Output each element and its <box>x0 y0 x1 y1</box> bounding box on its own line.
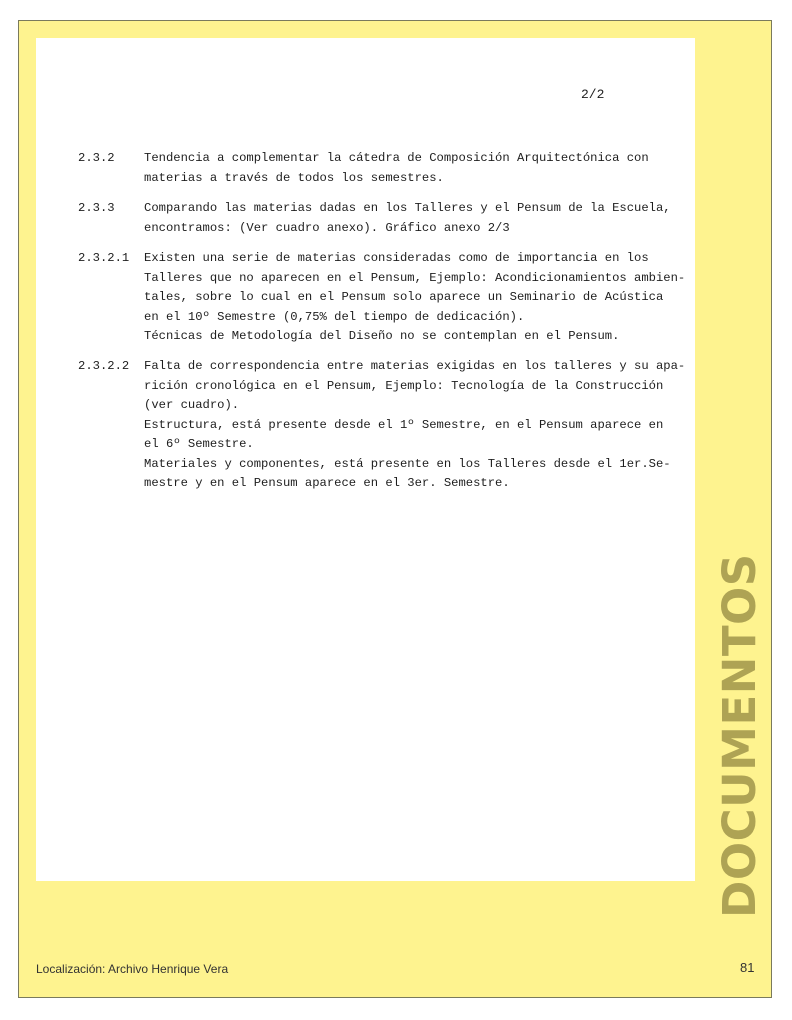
section-line: el 6º Semestre. <box>144 437 254 451</box>
section-number: 2.3.2.1 <box>78 251 130 265</box>
section-line: Tendencia a complementar la cátedra de Composición Arquitectónica con <box>144 151 649 165</box>
section-line: Falta de correspondencia entre materias exigidas en los talleres y su apa- <box>144 359 686 373</box>
section-number: 2.3.2.2 <box>78 359 130 373</box>
section-line: Estructura, está presente desde el 1º Semestre, en el Pensum aparece en <box>144 417 664 432</box>
section-line: encontramos: (Ver cuadro anexo). Gráfico anexo 2/3 <box>144 220 510 235</box>
section-number: 2.3.3 <box>78 201 115 215</box>
section-line: Materiales y componentes, está presente en los Talleres desde el 1er.Se- <box>144 456 671 471</box>
documentos-side-title: DOCUMENTOS <box>713 553 766 918</box>
section-line: (ver cuadro). <box>144 398 240 412</box>
section-line: materias a través de todos los semestres. <box>144 170 444 185</box>
section-line: Técnicas de Metodología del Diseño no se contemplan en el Pensum. <box>144 329 620 343</box>
footer-source: Localización: Archivo Henrique Vera <box>36 962 229 976</box>
section-line: mestre y en el Pensum aparece en el 3er. Semestre. <box>144 476 510 490</box>
section-line: tales, sobre lo cual en el Pensum solo aparece un Seminario de Acústica <box>144 290 664 304</box>
section-line: Comparando las materias dadas en los Talleres y el Pensum de la Escuela, <box>144 201 671 215</box>
footer-page-number: 81 <box>740 960 755 975</box>
section-line: Talleres que no aparecen en el Pensum, Ejemplo: Acondicionamientos ambien- <box>144 270 686 285</box>
document-page-marker: 2/2 <box>581 87 605 102</box>
section-number: 2.3.2 <box>78 151 115 165</box>
section-line: en el 10º Semestre (0,75% del tiempo de dedicación). <box>144 309 525 324</box>
section-line: rición cronológica en el Pensum, Ejemplo: Tecnología de la Construcción <box>144 378 664 393</box>
section-line: Existen una serie de materias consideradas como de importancia en los <box>144 251 649 265</box>
